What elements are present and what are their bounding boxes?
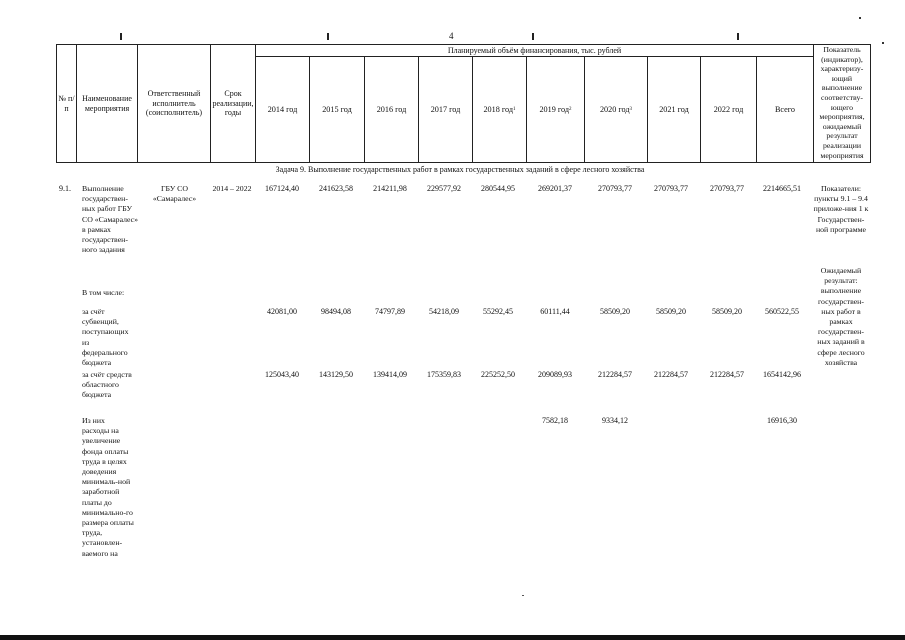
year-header-2014: 2014 год: [256, 57, 310, 162]
bottom-border: [0, 635, 905, 640]
header-col-term: Срок реализации, годы: [211, 45, 256, 162]
funding-title: Планируемый объём финансирования, тыс. рублей: [256, 45, 814, 57]
cell-total: 2214665,51: [763, 184, 801, 193]
header-col-responsible: Ответственный исполнитель (соисполнитель): [138, 45, 211, 162]
scan-mark: [532, 33, 534, 40]
year-header-2019: 2019 год 2: [527, 57, 585, 162]
cell-2020: 212284,57: [598, 370, 632, 379]
scan-speck: [882, 42, 884, 44]
header-col-no: № п/п: [57, 45, 77, 162]
cell-2022: 58509,20: [712, 307, 742, 316]
row-number: 9.1.: [59, 184, 71, 193]
indicator-text: Ожидаемый результат: выполнение государствен-ных работ в рамках государствен-ных заданий в сфере лесного хозяйства: [817, 266, 865, 367]
cell-2018: 225252,50: [481, 370, 515, 379]
scan-mark: [327, 33, 329, 40]
year-header-2020: 2020 год 3: [585, 57, 648, 162]
cell-2017: 175359,83: [427, 370, 461, 379]
scan-mark: [120, 33, 122, 40]
cell-2015: 143129,50: [319, 370, 353, 379]
cell-2017: 54218,09: [429, 307, 459, 316]
year-header-total: Всего: [757, 57, 814, 162]
cell-2018: 55292,45: [483, 307, 513, 316]
cell-2019: 209089,93: [538, 370, 572, 379]
header-table: [56, 44, 871, 163]
year-header-2018: 2018 год 1: [473, 57, 527, 162]
cell-total: 16916,30: [767, 416, 797, 425]
row-name: за счёт средств областного бюджета: [82, 370, 132, 400]
cell-2014: 42081,00: [267, 307, 297, 316]
year-header-2016: 2016 год: [365, 57, 419, 162]
year-header-2015: 2015 год: [310, 57, 365, 162]
cell-2019: 269201,37: [538, 184, 572, 193]
header-col-name: Наименование мероприятия: [77, 45, 138, 162]
cell-2021: 212284,57: [654, 370, 688, 379]
cell-total: 560522,55: [765, 307, 799, 316]
cell-2016: 139414,09: [373, 370, 407, 379]
cell-2021: 58509,20: [656, 307, 686, 316]
cell-2020: 58509,20: [600, 307, 630, 316]
row-responsible: ГБУ СО «Самаралес»: [152, 184, 197, 204]
scan-speck: [859, 17, 861, 19]
cell-2015: 98494,08: [321, 307, 351, 316]
row-name: Из них расходы на увеличение фонда оплаты труда в целях доведения минималь-ной заработной платы до минимально-го размера оплаты труда, установлен-ваемого на: [82, 416, 134, 558]
row-name: за счёт субвенций, поступающих из федерального бюджета: [82, 307, 129, 368]
header-col-indicator: Показатель (индикатор), характеризу-ющий выполнение соответству-ющего мероприятия, ожидаемый результат реализации мероприятия: [819, 45, 865, 160]
row-name: В том числе:: [82, 288, 125, 297]
year-header-2021: 2021 год: [648, 57, 701, 162]
cell-2016: 74797,89: [375, 307, 405, 316]
cell-2014: 125043,40: [265, 370, 299, 379]
task-title: Задача 9. Выполнение государственных работ в рамках государственных заданий в сфере лесного хозяйства: [275, 165, 645, 174]
cell-2019: 60111,44: [540, 307, 570, 316]
page-number: 4: [449, 31, 454, 41]
row-name: Выполнение государствен-ных работ ГБУ СО «Самаралес» в рамках государствен-ного задания: [82, 184, 139, 255]
cell-2017: 229577,92: [427, 184, 461, 193]
cell-2020: 270793,77: [598, 184, 632, 193]
cell-2021: 270793,77: [654, 184, 688, 193]
cell-2022: 270793,77: [710, 184, 744, 193]
cell-2015: 241623,58: [319, 184, 353, 193]
cell-total: 1654142,96: [763, 370, 801, 379]
year-header-2022: 2022 год: [701, 57, 757, 162]
cell-2022: 212284,57: [710, 370, 744, 379]
year-header-2017: 2017 год: [419, 57, 473, 162]
cell-2018: 280544,95: [481, 184, 515, 193]
cell-2020: 9334,12: [602, 416, 628, 425]
cell-2016: 214211,98: [373, 184, 407, 193]
scan-speck: [522, 595, 524, 596]
row-term: 2014 – 2022: [212, 184, 252, 193]
cell-2014: 167124,40: [265, 184, 299, 193]
cell-2019: 7582,18: [542, 416, 568, 425]
scan-mark: [737, 33, 739, 40]
indicator-text: Показатели: пункты 9.1 – 9.4 приложе-ния 1 к Государствен-ной программе: [813, 184, 869, 234]
